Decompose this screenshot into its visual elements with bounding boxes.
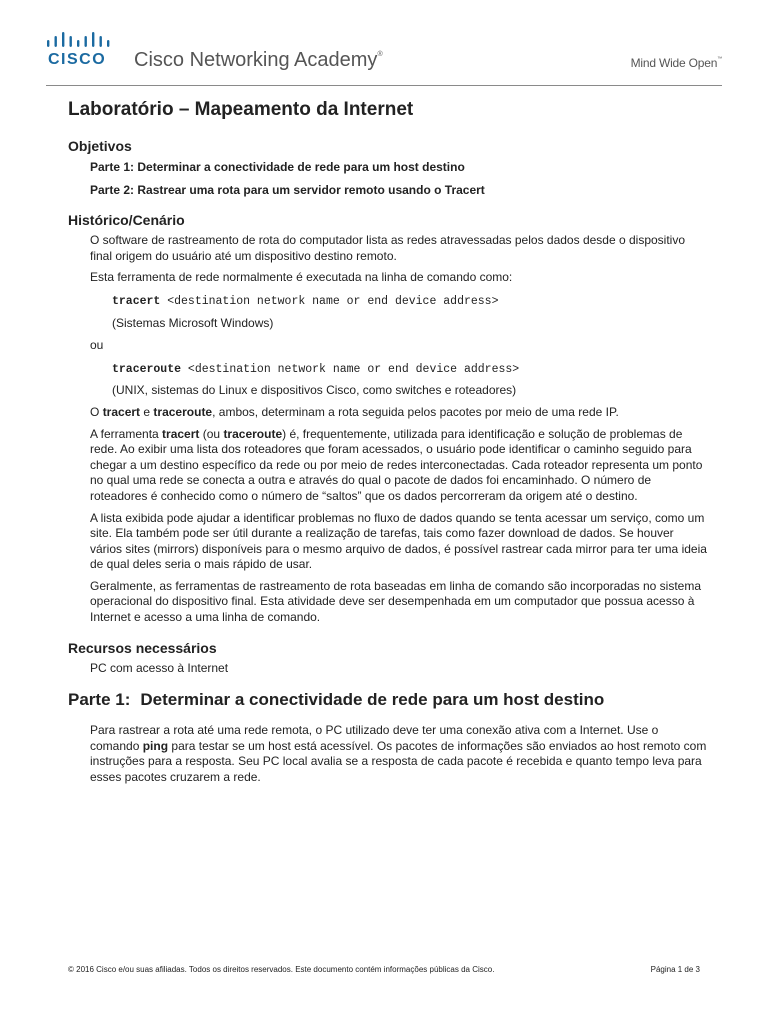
cisco-wordmark: CISCO [48,51,107,68]
product-name: Cisco Networking Academy® [134,49,383,71]
page-footer [68,965,700,974]
command-args: <destination network name or end device address> [167,294,499,308]
header-divider [46,85,722,86]
background-paragraph: Esta ferramenta de rede normalmente é executada na linha de comando como: [90,270,513,285]
footer-copyright: © 2016 Cisco e/ou suas afiliadas. Todos os direitos reservados. Este documento contém informações públicas da Cisco. [68,965,495,974]
background-paragraph: O tracert e traceroute, ambos, determinam a rota seguida pelos pacotes por meio de uma rede IP. [90,404,619,419]
command-note: (UNIX, sistemas do Linux e dispositivos Cisco, como switches e roteadores) [112,383,517,398]
part1-heading [68,690,708,710]
background-paragraph: A ferramenta tracert (ou traceroute) é, frequentemente, utilizada para identificação e solução de problemas de rede. Ao exibir uma lista dos roteadores que foram acessados, o usuário pode identificar o caminho seguido para chegar a um destino específico da rede ou por meio de redes interconectadas. Cada roteador representa um ponto no qual uma rede se conecta a outra e através do qual o pacote de dados foi encaminhado. O número de roteadores é conhecido como o número de “saltos” que os dados percorreram da origem até o destino. [90,426,703,503]
background-paragraph: Geralmente, as ferramentas de rastreamento de rota baseadas em linha de comando são incorporadas no sistema operacional do dispositivo final. Esta atividade deve ser desempenhada em um computador que possua acesso à Internet e acesso a uma linha de comando. [90,578,702,625]
background-paragraph: O software de rastreamento de rota do computador lista as redes atravessadas pelos dados desde o dispositivo final origem do usuário até um dispositivo destino remoto. [90,233,686,263]
resource-item: PC com acesso à Internet [90,660,229,675]
or-text: ou [90,338,104,353]
command-name: tracert [112,294,161,308]
tagline: Mind Wide Open™ [630,56,722,70]
command-traceroute [112,361,708,378]
page-number: Página 1 de 3 [650,965,700,974]
objectives-heading: Objetivos [68,138,132,154]
command-name: traceroute [112,362,182,376]
cisco-logo-bars-icon [46,31,112,49]
objective-item: Parte 1: Determinar a conectividade de rede para um host destino [90,160,465,174]
part1-title: Determinar a conectividade de rede para um host destino [140,690,605,710]
part1-paragraph: Para rastrear a rota até uma rede remota, o PC utilizado deve ter uma conexão ativa com a Internet. Use o comando ping para testar se um host está acessível. Os pacotes de informações são enviados ao host remoto com instruções para a resposta. Seu PC local avalia se a resposta de cada pacote é recebida e quanto tempo leva para esses pacotes cruzarem a rede. [90,723,707,785]
page-header [0,0,768,90]
objective-item: Parte 2: Rastrear uma rota para um servidor remoto usando o Tracert [90,182,485,197]
document-body [68,96,708,786]
resources-heading: Recursos necessários [68,639,217,656]
document-title: Laboratório – Mapeamento da Internet [68,99,414,120]
command-tracert [112,293,708,310]
part1-label: Parte 1: [68,690,131,710]
background-heading: Histórico/Cenário [68,212,185,229]
command-args: <destination network name or end device address> [187,362,520,376]
command-note: (Sistemas Microsoft Windows) [112,315,274,330]
background-paragraph: A lista exibida pode ajudar a identificar problemas no fluxo de dados quando se tenta acessar um serviço, como um site. Ela também pode ser útil durante a realização de tarefas, tais como fazer download de dados. Se houver vários sites (mirrors) disponíveis para o mesmo arquivo de dados, é possível rastrear cada mirror para ter uma ideia de qual deles seria o mais rápido de usar. [90,510,707,572]
